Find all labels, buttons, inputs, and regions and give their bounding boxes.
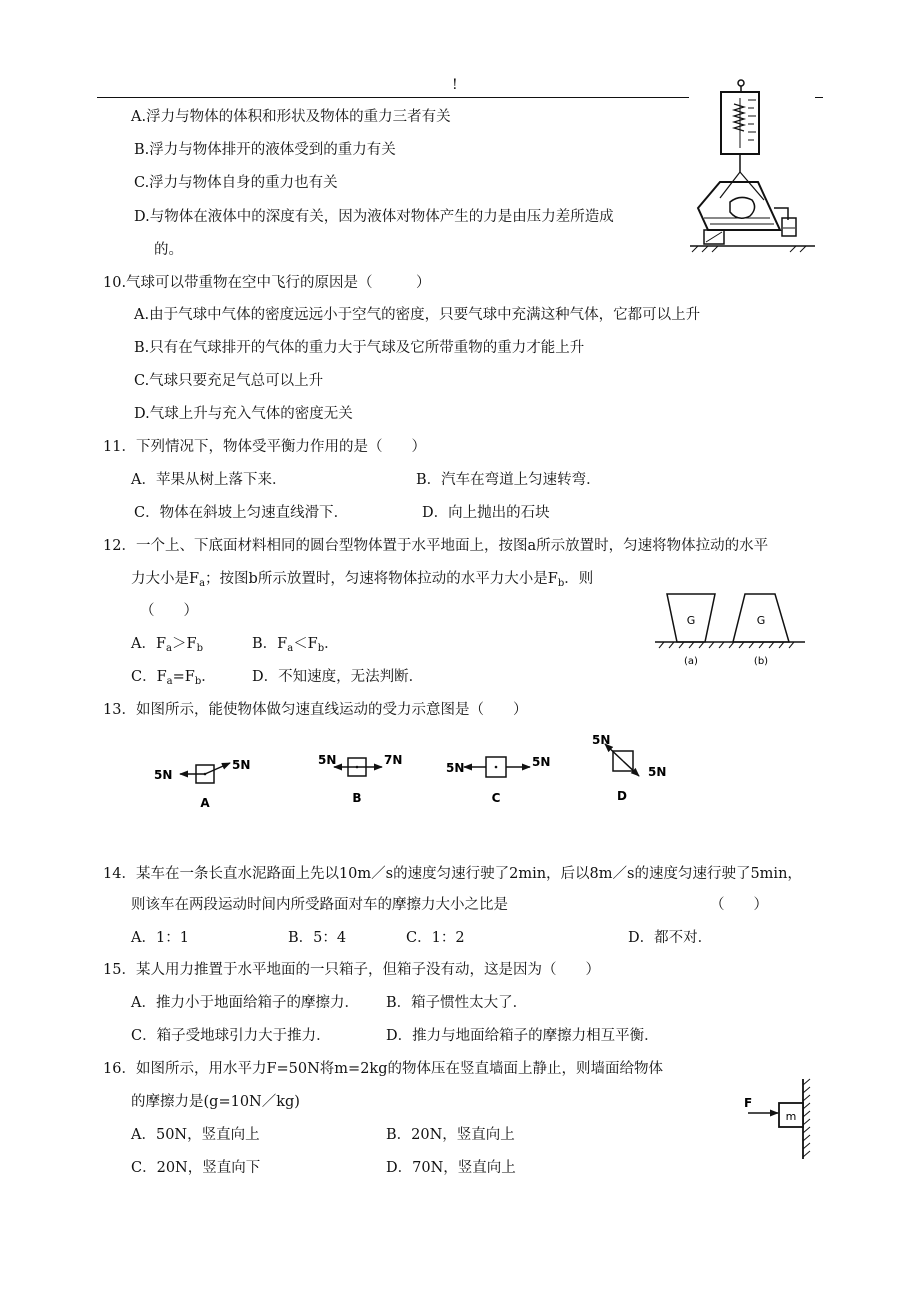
q14-stem-line1: 14．某车在一条长直水泥路面上先以10m／s的速度匀速行驶了2min，后以8m／s的速度匀速行驶了5min， (103, 866, 802, 882)
q13-c-label: C (491, 791, 501, 805)
header-mark: ! (452, 77, 458, 93)
q11-stem: 11．下列情况下，物体受平衡力作用的是（ ） (103, 439, 426, 455)
q15-option-d: D．推力与地面给箱子的摩擦力相互平衡． (386, 1028, 659, 1044)
q13-stem: 13．如图所示，能使物体做匀速直线运动的受力示意图是（ ） (103, 702, 528, 718)
q13-b-left-force: 5N (318, 753, 337, 767)
q10-option-c: C.气球只要充足气总可以上升 (134, 373, 324, 389)
q14-option-c: C．1：2 (406, 930, 465, 946)
q15-option-b: B．箱子惯性太大了． (386, 995, 528, 1011)
q15-option-c: C．箱子受地球引力大于推力． (131, 1028, 331, 1044)
q13-diagram-b (318, 753, 402, 805)
q16-wall-block-figure (740, 1075, 830, 1165)
q16-option-b: B．20N，竖直向上 (386, 1127, 515, 1143)
q9-option-c: C.浮力与物体自身的重力也有关 (134, 175, 338, 191)
q16-stem-line1: 16．如图所示，用水平力F=50N将m=2kg的物体压在竖直墙面上静止，则墙面给物体 (103, 1061, 663, 1077)
q10-option-a: A.由于气球中气体的密度远远小于空气的密度，只要气球中充满这种气体，它都可以上升 (134, 307, 701, 323)
q9-option-d-line2: 的。 (154, 242, 183, 258)
q12-stem-line2: 力大小是$F_a$；按图b所示放置时，匀速将物体拉动的水平力大小是$F_b$．则 (131, 571, 594, 589)
q11-option-c: C．物体在斜坡上匀速直线滑下． (134, 505, 349, 521)
q11-option-d: D．向上抛出的石块 (422, 505, 550, 521)
q10-stem: 10.气球可以带重物在空中飞行的原因是（ ） (103, 275, 431, 291)
q9-option-a: A.浮力与物体的体积和形状及物体的重力三者有关 (131, 109, 451, 125)
q12-fig-label-b: (b) (753, 656, 769, 667)
q14-option-b: B．5：4 (288, 930, 347, 946)
q9-spring-scale-figure (690, 78, 820, 256)
q15-stem: 15．某人用力推置于水平地面的一只箱子，但箱子没有动，这是因为（ ） (103, 962, 600, 978)
q12-answer-paren: （ ） (140, 603, 198, 619)
q14-option-d: D．都不对． (628, 930, 713, 946)
q13-diagram-d (592, 733, 666, 803)
q9-option-d-line1: D.与物体在液体中的深度有关，因为液体对物体产生的力是由压力差所造成 (134, 209, 614, 225)
q16-option-a: A．50N，竖直向上 (131, 1127, 260, 1143)
q12-fig-g-a: G (686, 614, 696, 627)
q11-option-b: B．汽车在弯道上匀速转弯． (416, 472, 601, 488)
q12-option-a: A．$F_a>F_b$ (131, 636, 203, 654)
header-rule (97, 97, 689, 98)
q13-diagram-c (446, 755, 550, 805)
q13-force-diagrams (150, 732, 680, 812)
q16-option-d: D．70N，竖直向上 (386, 1160, 516, 1176)
q13-diagram-a (154, 758, 250, 810)
q12-option-b: B．$F_a<F_b$． (252, 636, 339, 654)
q14-option-a: A．1：1 (131, 930, 189, 946)
q16-option-c: C．20N，竖直向下 (131, 1160, 261, 1176)
q16-fig-force-label: F (744, 1096, 753, 1110)
q12-fig-label-a: (a) (684, 656, 698, 667)
q12-stem-line1: 12．一个上、下底面材料相同的圆台型物体置于水平地面上，按图a所示放置时，匀速将物体拉动的水平 (103, 538, 769, 554)
q10-option-b: B.只有在气球排开的气体的重力大于气球及它所带重物的重力才能上升 (134, 340, 585, 356)
q16-stem-line2: 的摩擦力是(g=10N／kg) (131, 1094, 300, 1110)
q13-b-right-force: 7N (384, 753, 403, 767)
q14-answer-paren: （ ） (710, 897, 768, 913)
q13-b-label: B (352, 791, 362, 805)
q13-a-left-force: 5N (154, 768, 173, 782)
q13-a-label: A (200, 796, 210, 810)
q10-option-d: D.气球上升与充入气体的密度无关 (134, 406, 353, 422)
q13-c-left-force: 5N (446, 761, 465, 775)
q12-option-c: C．$F_a=F_b$． (131, 669, 216, 687)
q12-frustum-figure (655, 588, 805, 670)
q12-fig-g-b: G (756, 614, 766, 627)
q14-stem-line2: 则该车在两段运动时间内所受路面对车的摩擦力大小之比是 (131, 897, 508, 913)
q13-c-right-force: 5N (532, 755, 551, 769)
q9-option-b: B.浮力与物体排开的液体受到的重力有关 (134, 142, 396, 158)
q16-fig-mass-label: m (785, 1110, 797, 1123)
q15-option-a: A．推力小于地面给箱子的摩擦力． (131, 995, 359, 1011)
q12-option-d: D．不知速度，无法判断． (252, 669, 424, 685)
q13-d-top-force: 5N (592, 733, 611, 747)
q11-option-a: A．苹果从树上落下来． (131, 472, 287, 488)
q13-d-label: D (617, 789, 627, 803)
q13-a-right-force: 5N (232, 758, 251, 772)
q13-d-right-force: 5N (648, 765, 667, 779)
